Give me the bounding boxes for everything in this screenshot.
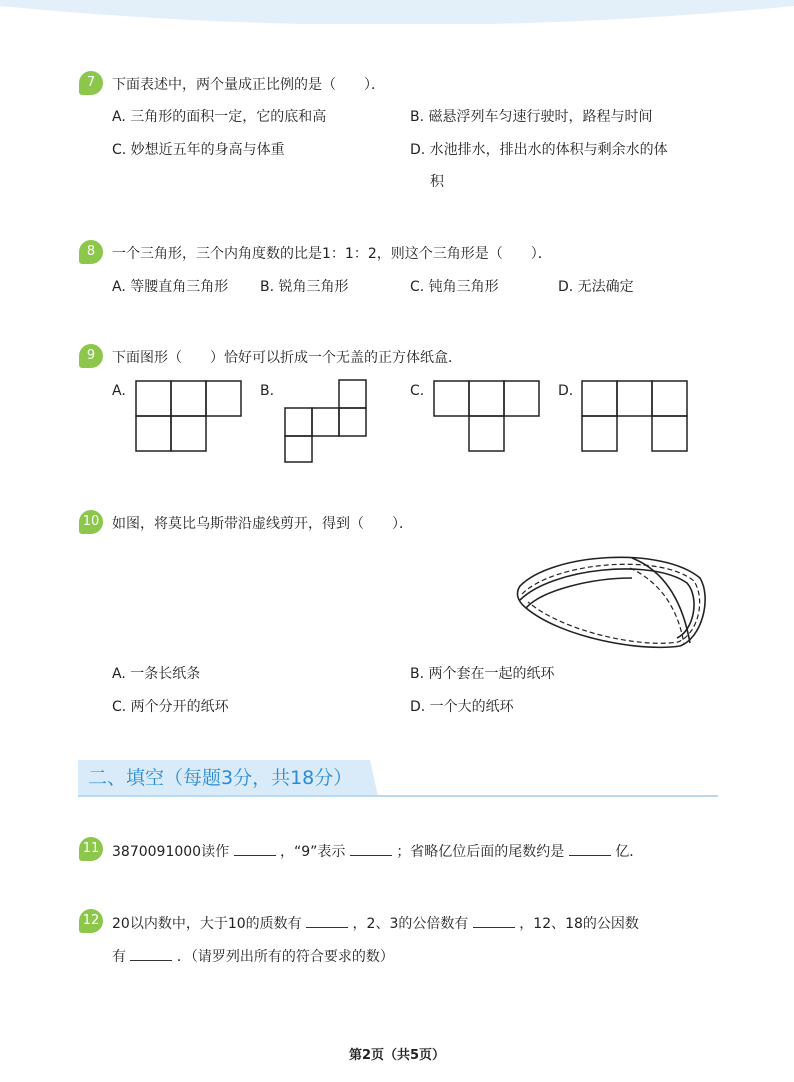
- cube-net-d: [580, 379, 690, 454]
- question-8-text: 一个三角形，三个内角度数的比是1：1：2，则这个三角形是（ ）．: [112, 246, 552, 262]
- q11-part-4: 亿．: [615, 844, 644, 860]
- cube-net-b: [282, 378, 372, 468]
- q10-option-b[interactable]: B. 两个套在一起的纸环: [410, 666, 555, 682]
- page-number-footer: 第2页（共5页）: [348, 1048, 446, 1063]
- q10-option-c[interactable]: C. 两个分开的纸环: [112, 699, 229, 715]
- q9-option-c[interactable]: C.: [410, 383, 425, 399]
- question-number-badge: 12: [79, 909, 103, 933]
- q8-option-a[interactable]: A. 等腰直角三角形: [112, 279, 229, 295]
- q9-option-b[interactable]: B.: [260, 383, 275, 399]
- answer-blank[interactable]: [569, 841, 611, 856]
- question-11-text: [112, 841, 643, 862]
- section-title: 二、填空（每题3分，共18分）: [88, 767, 353, 789]
- q12-part-1: 20以内数中，大于10的质数有: [112, 916, 302, 932]
- question-12-text: [112, 913, 639, 934]
- answer-blank[interactable]: [130, 946, 172, 961]
- section-underline: [78, 795, 718, 797]
- q8-option-b[interactable]: B. 锐角三角形: [260, 279, 349, 295]
- cube-net-a: [134, 379, 244, 454]
- question-9-text: 下面图形（ ）恰好可以折成一个无盖的正方体纸盒．: [112, 350, 462, 366]
- answer-blank[interactable]: [473, 913, 515, 928]
- q12-part-3: ，12、18的公因数: [519, 916, 639, 932]
- q8-option-d[interactable]: D. 无法确定: [558, 279, 634, 295]
- q12-part-2: ，2、3的公倍数有: [352, 916, 469, 932]
- answer-blank[interactable]: [234, 841, 276, 856]
- q9-option-a[interactable]: A.: [112, 383, 126, 399]
- question-12-text-line-2: [112, 946, 394, 967]
- q10-option-d[interactable]: D. 一个大的纸环: [410, 699, 514, 715]
- q12-part-5: ．（请罗列出所有的符合要求的数）: [176, 949, 394, 965]
- question-number-badge: 10: [79, 510, 103, 534]
- question-10-text: 如图，将莫比乌斯带沿虚线剪开，得到（ ）．: [112, 516, 413, 532]
- cube-net-c: [432, 379, 542, 454]
- question-number-badge: 7: [79, 71, 103, 95]
- question-number-badge: 8: [79, 240, 103, 264]
- q11-part-2: ，“9”表示: [279, 844, 346, 860]
- q12-part-4: 有: [112, 949, 126, 965]
- question-number-badge: 9: [79, 344, 103, 368]
- q11-part-3: ；省略亿位后面的尾数约是: [396, 844, 565, 860]
- q7-option-d[interactable]: D. 水池排水，排出水的体积与剩余水的体: [410, 142, 668, 158]
- q9-option-d[interactable]: D.: [558, 383, 574, 399]
- q7-option-d-continued: 积: [430, 174, 444, 190]
- question-7-text: 下面表述中，两个量成正比例的是（ ）．: [112, 77, 385, 93]
- question-number-badge: 11: [79, 837, 103, 861]
- q7-option-b[interactable]: B. 磁悬浮列车匀速行驶时，路程与时间: [410, 109, 653, 125]
- answer-blank[interactable]: [306, 913, 348, 928]
- q11-part-1: 3870091000读作: [112, 844, 230, 860]
- q8-option-c[interactable]: C. 钝角三角形: [410, 279, 499, 295]
- q10-option-a[interactable]: A. 一条长纸条: [112, 666, 201, 682]
- answer-blank[interactable]: [350, 841, 392, 856]
- q7-option-c[interactable]: C. 妙想近五年的身高与体重: [112, 142, 285, 158]
- mobius-strip-illustration: [512, 548, 712, 658]
- q7-option-a[interactable]: A. 三角形的面积一定，它的底和高: [112, 109, 327, 125]
- top-band: [0, 0, 794, 24]
